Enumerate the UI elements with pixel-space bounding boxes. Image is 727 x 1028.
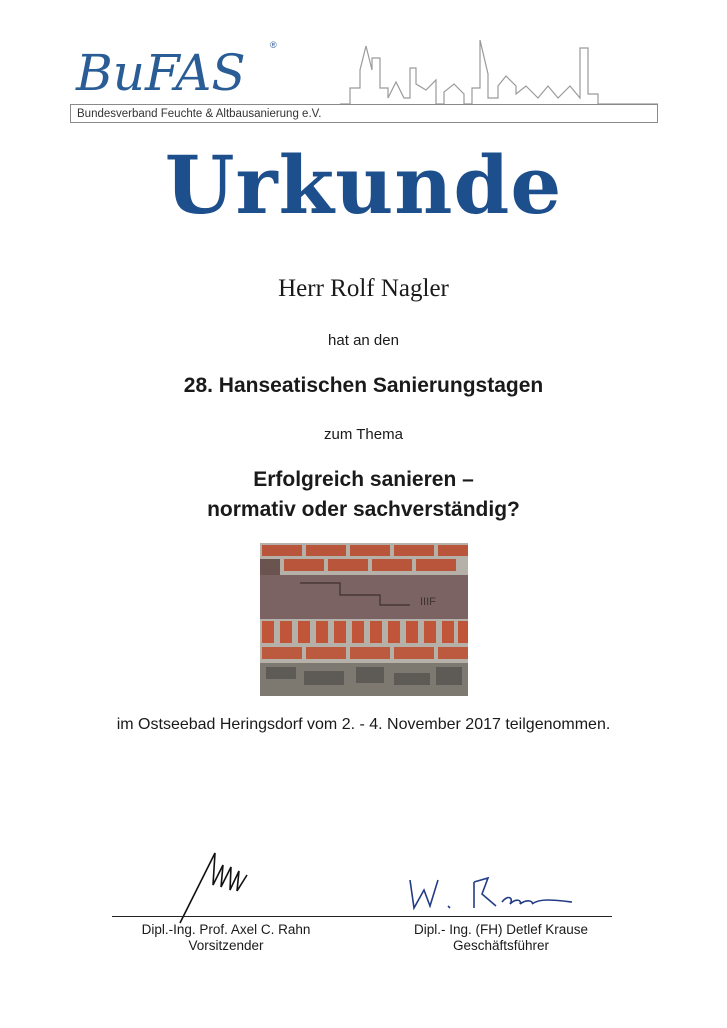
signatory-2-name: Dipl.- Ing. (FH) Detlef Krause xyxy=(413,922,589,937)
logo-brand-text: BuFAS xyxy=(76,44,246,102)
signature-krause xyxy=(404,872,584,917)
signature-line xyxy=(112,916,612,917)
brick-wall-photo xyxy=(260,543,468,696)
organization-name: Bundesverband Feuchte & Altbausanierung e.V. xyxy=(70,104,658,123)
certificate-title: Urkunde xyxy=(164,138,563,232)
signature-rahn xyxy=(175,845,275,925)
svg-text:®: ® xyxy=(270,40,277,50)
intro-text: hat an den xyxy=(328,332,399,349)
signatory-1-role: Vorsitzender xyxy=(188,938,264,953)
signatory-2 xyxy=(396,922,606,954)
topic-line-1: Erfolgreich sanieren – xyxy=(253,468,474,491)
closing-text: im Ostseebad Heringsdorf vom 2. - 4. November 2017 teilgenommen. xyxy=(116,716,611,733)
topic-intro-text: zum Thema xyxy=(324,426,403,443)
signatory-1 xyxy=(126,922,326,954)
recipient-name: Herr Rolf Nagler xyxy=(278,275,449,302)
signatory-2-role: Geschäftsführer xyxy=(452,938,550,953)
topic-line-2: normativ oder sachverständig? xyxy=(207,498,520,521)
signatory-1-name: Dipl.-Ing. Prof. Axel C. Rahn xyxy=(141,922,311,937)
event-name: 28. Hanseatischen Sanierungstagen xyxy=(183,374,544,397)
svg-text:IIIF: IIIF xyxy=(420,596,436,608)
